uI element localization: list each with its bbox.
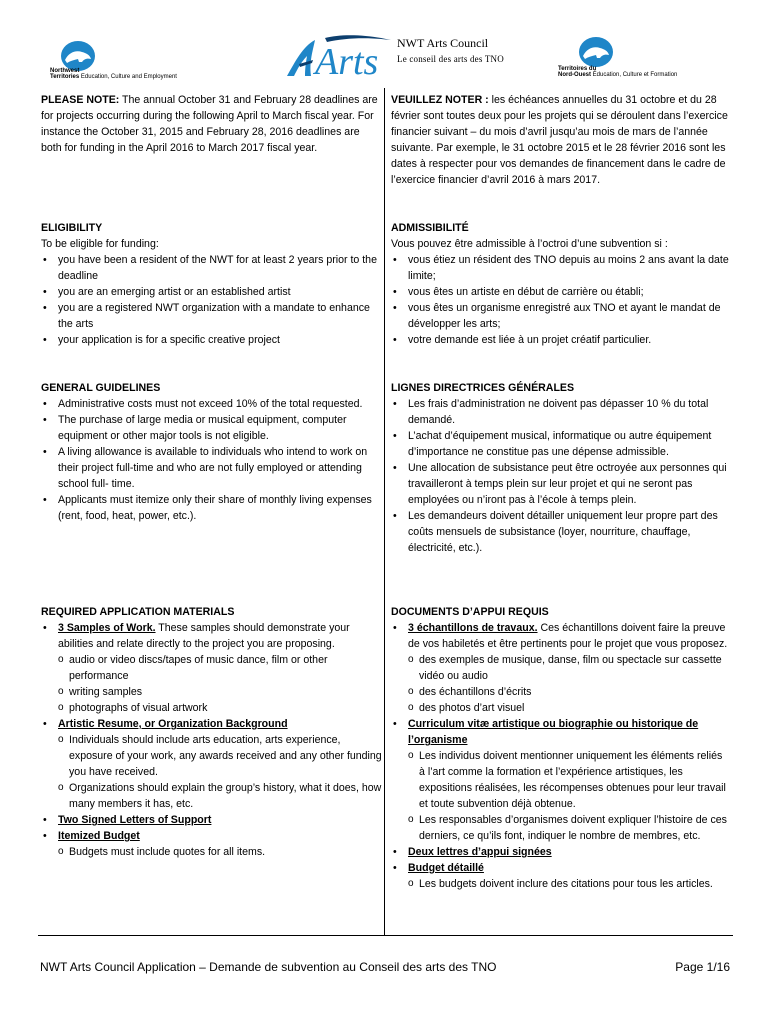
list-item: o audio or video discs/tapes of music dance, film or other performance bbox=[58, 652, 383, 684]
arts-wordmark-icon bbox=[285, 32, 395, 80]
en-samples-label: 3 Samples of Work. bbox=[58, 622, 156, 634]
list-item: • Les demandeurs doivent détailler uniquement leur propre part des coûts mensuels de subsistance (loyer, nourriture, chauffage, électricité, etc.). bbox=[391, 508, 729, 556]
list-item: o writing samples bbox=[58, 684, 383, 700]
en-samples-sublist bbox=[58, 652, 383, 716]
fr-note-paragraph bbox=[391, 92, 729, 188]
list-item: • your application is for a specific creative project bbox=[41, 332, 383, 348]
arts-wordmark-text: Arts bbox=[315, 41, 379, 80]
fr-guidelines-section bbox=[391, 380, 729, 556]
fr-note-label: VEUILLEZ NOTER : bbox=[391, 94, 489, 106]
list-item: o Budgets must include quotes for all items. bbox=[58, 844, 383, 860]
en-resume-label: Artistic Resume, or Organization Background bbox=[58, 718, 288, 730]
en-eligibility-heading: ELIGIBILITY bbox=[41, 222, 103, 234]
en-note-label: PLEASE NOTE: bbox=[41, 94, 120, 106]
logo-left-line1: Northwest bbox=[50, 68, 80, 74]
en-resume-sublist bbox=[58, 732, 383, 812]
list-item: • vous êtes un organisme enregistré aux TNO et ayant le mandat de développer les arts; bbox=[391, 300, 729, 332]
list-item bbox=[41, 812, 383, 828]
fr-eligibility-list bbox=[391, 252, 729, 348]
list-item: • A living allowance is available to individuals who intend to work on their project full-time and who are not fully employed or attending school full- time. bbox=[41, 444, 383, 492]
list-item: • vous étiez un résident des TNO depuis au moins 2 ans avant la date limite; bbox=[391, 252, 729, 284]
en-note-section bbox=[41, 92, 383, 156]
list-item bbox=[41, 716, 383, 812]
list-item: o Individuals should include arts education, arts experience, exposure of your work, any awards received and any other funding you have received. bbox=[58, 732, 383, 780]
fr-note-section bbox=[391, 92, 729, 188]
en-guidelines-heading: GENERAL GUIDELINES bbox=[41, 382, 161, 394]
conseil-des-arts-name: Le conseil des arts des TNO bbox=[397, 54, 504, 64]
logo-right-territoires: Nord-Ouest bbox=[558, 72, 591, 78]
list-item bbox=[391, 844, 729, 860]
fr-letters-label: Deux lettres d’appui signées bbox=[408, 846, 552, 858]
list-item: • you are an emerging artist or an established artist bbox=[41, 284, 383, 300]
fr-resume-label: Curriculum vitæ artistique ou biographie ou historique de l’organisme bbox=[408, 718, 699, 746]
fr-resume-sublist bbox=[408, 748, 729, 844]
list-item bbox=[391, 860, 729, 892]
logo-right-line2 bbox=[558, 72, 677, 78]
fr-eligibility-section bbox=[391, 220, 729, 348]
page-number: Page 1/16 bbox=[675, 960, 730, 974]
arts-council-logo bbox=[285, 32, 505, 82]
en-budget-sublist bbox=[58, 844, 383, 860]
logo-left-line2 bbox=[50, 74, 177, 80]
logo-left-dept: Education, Culture and Employment bbox=[79, 74, 177, 80]
en-materials-section bbox=[41, 604, 383, 860]
fr-guidelines-heading: LIGNES DIRECTRICES GÉNÉRALES bbox=[391, 382, 575, 394]
list-item: o Les individus doivent mentionner uniquement les éléments reliés à l’art comme la formation et l’expérience artistiques, les expositions réalisées, les récompenses obtenues pour leur travail et toute subvention déjà obtenue. bbox=[408, 748, 729, 812]
column-divider bbox=[384, 88, 385, 936]
en-note-text: The annual October 31 and February 28 deadlines are for projects occurring during the following April to March fiscal year. For instance the October 31, 2015 and February 28, 2016 deadlines are both for funding in the April 2016 to March 2017 fiscal year. bbox=[41, 94, 378, 154]
logo-right-dept: Éducation, Culture et Formation bbox=[591, 72, 678, 78]
fr-materials-section bbox=[391, 604, 729, 892]
page-header bbox=[0, 0, 770, 90]
en-note-paragraph bbox=[41, 92, 383, 156]
list-item: • you have been a resident of the NWT for at least 2 years prior to the deadline bbox=[41, 252, 383, 284]
fr-budget-label: Budget détaillé bbox=[408, 862, 484, 874]
en-budget-label: Itemized Budget bbox=[58, 830, 140, 842]
list-item: • Les frais d’administration ne doivent pas dépasser 10 % du total demandé. bbox=[391, 396, 729, 428]
list-item: • votre demande est liée à un projet créatif particulier. bbox=[391, 332, 729, 348]
fr-materials-heading: DOCUMENTS D’APPUI REQUIS bbox=[391, 606, 549, 618]
en-samples-text: These samples should demonstrate your abilities and relate directly to the project you are proposing. bbox=[58, 622, 350, 650]
list-item: o des photos d’art visuel bbox=[408, 700, 729, 716]
list-item bbox=[391, 620, 729, 716]
en-materials-heading: REQUIRED APPLICATION MATERIALS bbox=[41, 606, 235, 618]
list-item: o des échantillons d’écrits bbox=[408, 684, 729, 700]
en-eligibility-section bbox=[41, 220, 383, 348]
en-letters-label: Two Signed Letters of Support bbox=[58, 814, 212, 826]
fr-eligibility-heading: ADMISSIBILITÉ bbox=[391, 222, 469, 234]
logo-left-territories: Territories bbox=[50, 74, 80, 80]
fr-samples-text: Ces échantillons doivent faire la preuve de vos habiletés et être pertinents pour le projet que vous proposez. bbox=[408, 622, 728, 650]
list-item: • Administrative costs must not exceed 10% of the total requested. bbox=[41, 396, 383, 412]
list-item: • Applicants must itemize only their share of monthly living expenses (rent, food, heat, power, etc.). bbox=[41, 492, 383, 524]
fr-guidelines-list bbox=[391, 396, 729, 556]
en-eligibility-intro: To be eligible for funding: bbox=[41, 238, 159, 250]
list-item: • The purchase of large media or musical equipment, computer equipment or other major tools is not eligible. bbox=[41, 412, 383, 444]
fr-note-text: les échéances annuelles du 31 octobre et du 28 février sont toutes deux pour les projets qui se déroulent dans l’exercice financier suivant – du mois d’avril jusqu’au mois de mars de l’année suivante. Par exemple, le 31 octobre 2015 et le 28 février 2016 sont les dates à respecter pour vos demandes de financement dans le cadre de l’exercice financier d’avril 2016 à mars 2017. bbox=[391, 94, 728, 186]
gtno-ecf-logo bbox=[556, 36, 766, 84]
list-item: o Organizations should explain the group’s history, what it does, how many members it has, etc. bbox=[58, 780, 383, 812]
en-materials-list bbox=[41, 620, 383, 860]
polar-bear-icon bbox=[578, 36, 614, 68]
list-item: o des exemples de musique, danse, film ou spectacle sur cassette vidéo ou audio bbox=[408, 652, 729, 684]
en-guidelines-list bbox=[41, 396, 383, 524]
list-item bbox=[391, 716, 729, 844]
list-item: o Les budgets doivent inclure des citations pour tous les articles. bbox=[408, 876, 729, 892]
gnwt-ece-logo bbox=[48, 40, 238, 84]
fr-eligibility-intro: Vous pouvez être admissible à l’octroi d’une subvention si : bbox=[391, 238, 668, 250]
bilingual-content-table bbox=[38, 88, 733, 936]
list-item: • you are a registered NWT organization with a mandate to enhance the arts bbox=[41, 300, 383, 332]
list-item: • L’achat d’équipement musical, informatique ou autre équipement d’importance ne constitue pas une dépense admissible. bbox=[391, 428, 729, 460]
fr-materials-list bbox=[391, 620, 729, 892]
fr-budget-sublist bbox=[408, 876, 729, 892]
list-item: • Une allocation de subsistance peut être octroyée aux personnes qui travailleront à temps plein sur leur projet et qui ne seront pas employées ou n’iront pas à l’école à temps plein. bbox=[391, 460, 729, 508]
list-item bbox=[41, 620, 383, 716]
logo-right-line1: Territoires du bbox=[558, 66, 597, 72]
en-guidelines-section bbox=[41, 380, 383, 524]
arts-council-name: NWT Arts Council bbox=[397, 36, 489, 50]
list-item bbox=[41, 828, 383, 860]
fr-samples-label: 3 échantillons de travaux. bbox=[408, 622, 538, 634]
list-item: • vous êtes un artiste en début de carrière ou établi; bbox=[391, 284, 729, 300]
list-item: o photographs of visual artwork bbox=[58, 700, 383, 716]
fr-samples-sublist bbox=[408, 652, 729, 716]
footer-title: NWT Arts Council Application – Demande de subvention au Conseil des arts des TNO bbox=[40, 960, 497, 974]
en-eligibility-list bbox=[41, 252, 383, 348]
list-item: o Les responsables d’organismes doivent expliquer l’histoire de ces derniers, ce qu’ils font, indiquer le nombre de membres, etc. bbox=[408, 812, 729, 844]
